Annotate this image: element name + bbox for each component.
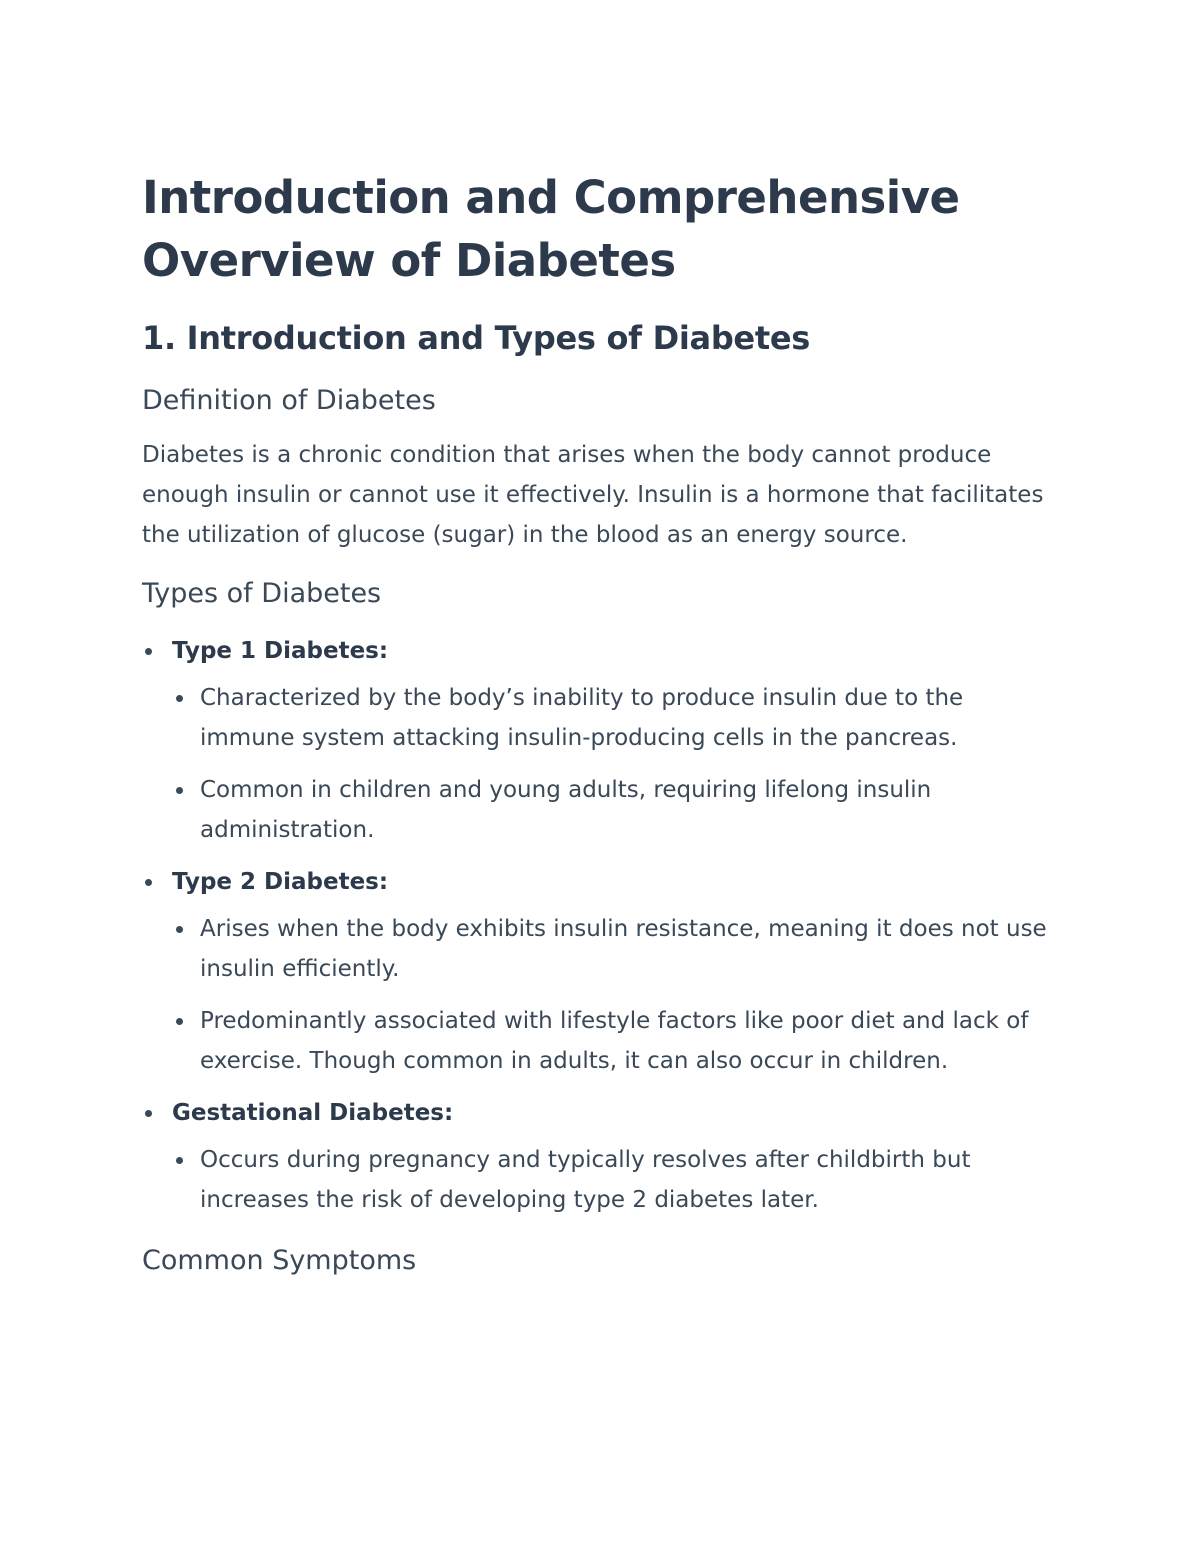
sub-list xyxy=(172,909,1062,1081)
sub-list-item xyxy=(172,1001,1062,1081)
list-item-label: Type 1 Diabetes: xyxy=(172,638,389,664)
bullet-icon xyxy=(145,879,152,886)
list-item-label: Type 2 Diabetes: xyxy=(172,869,389,895)
sub-list-item xyxy=(172,770,1062,850)
definition-heading: Definition of Diabetes xyxy=(142,385,436,416)
definition-paragraph: Diabetes is a chronic condition that arises when the body cannot produce enough insulin or cannot use it effectively. Insulin is a hormone that facilitates the utilization of glucose (sugar) in the blood as an energy source. xyxy=(142,442,1044,548)
types-list xyxy=(142,631,1062,1220)
sub-list-item-text: Characterized by the body’s inability to produce insulin due to the immune system attacking insulin-producing cells in the pancreas. xyxy=(200,685,964,751)
bullet-icon xyxy=(145,648,152,655)
list-item-label: Gestational Diabetes: xyxy=(172,1100,454,1126)
bullet-icon xyxy=(176,1157,183,1164)
document-page xyxy=(142,166,1062,1280)
list-item-type-1 xyxy=(142,631,1062,850)
sub-list-item-text: Occurs during pregnancy and typically resolves after childbirth but increases the risk of developing type 2 diabetes later. xyxy=(200,1147,971,1213)
sub-list-item-text: Predominantly associated with lifestyle factors like poor diet and lack of exercise. Though common in adults, it can also occur in children. xyxy=(200,1008,1029,1074)
sub-list-item-text: Arises when the body exhibits insulin resistance, meaning it does not use insulin efficiently. xyxy=(200,916,1047,982)
page-title: Introduction and Comprehensive Overview of Diabetes xyxy=(142,171,960,287)
list-item-gestational xyxy=(142,1093,1062,1220)
sub-list xyxy=(172,678,1062,850)
symptoms-heading: Common Symptoms xyxy=(142,1245,417,1276)
sub-list-item xyxy=(172,678,1062,758)
list-item-type-2 xyxy=(142,862,1062,1081)
sub-list-item xyxy=(172,909,1062,989)
sub-list-item xyxy=(172,1140,1062,1220)
sub-list xyxy=(172,1140,1062,1220)
bullet-icon xyxy=(176,695,183,702)
types-heading: Types of Diabetes xyxy=(142,578,382,609)
section-heading: 1. Introduction and Types of Diabetes xyxy=(142,319,810,357)
bullet-icon xyxy=(176,1018,183,1025)
bullet-icon xyxy=(176,926,183,933)
bullet-icon xyxy=(145,1110,152,1117)
sub-list-item-text: Common in children and young adults, requiring lifelong insulin administration. xyxy=(200,777,932,843)
bullet-icon xyxy=(176,787,183,794)
